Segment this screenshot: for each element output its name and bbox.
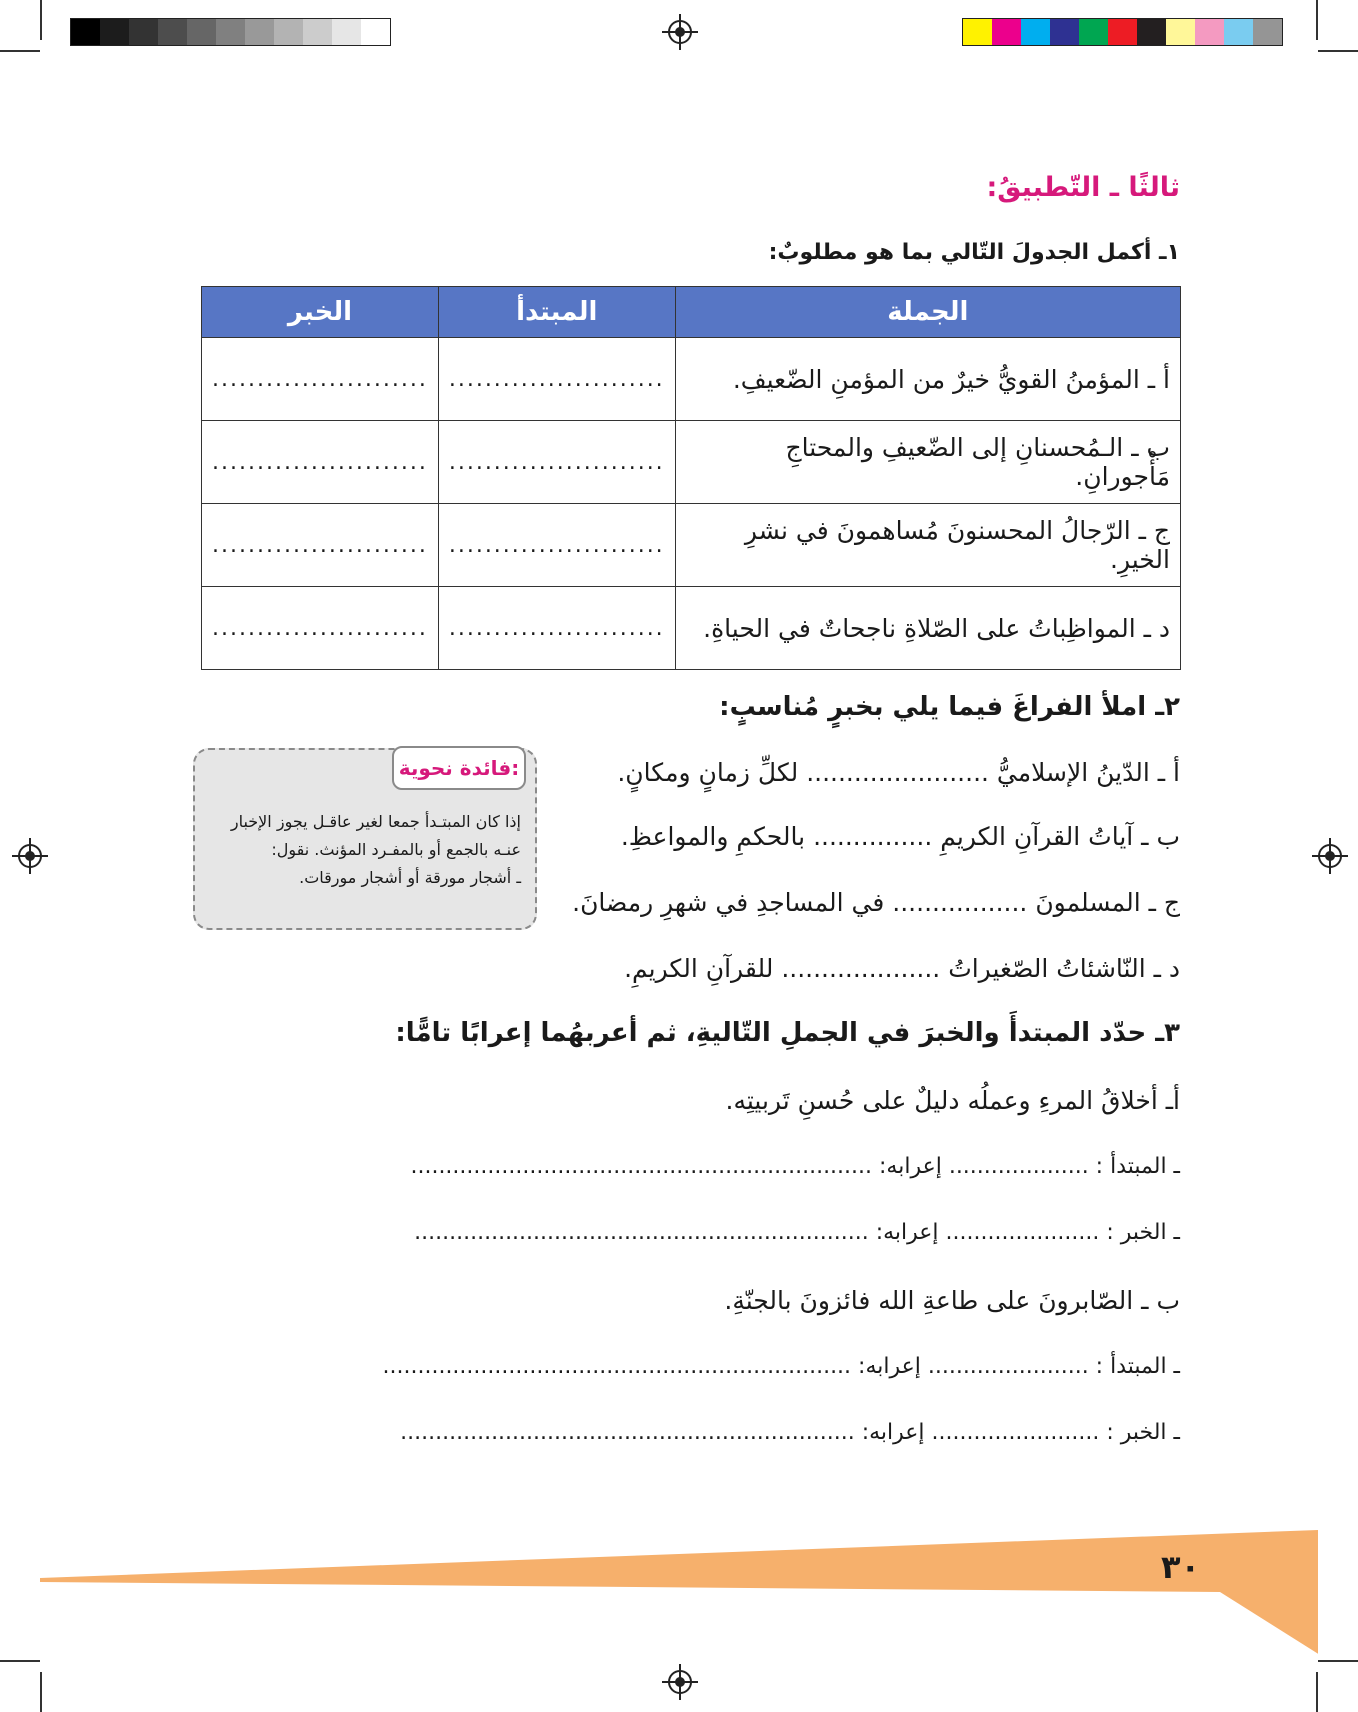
sentence-cell: د ـ المواظِباتُ على الصّلاةِ ناجحاتٌ في الحياةِ. xyxy=(675,587,1180,670)
q3-sentence-b: ب ـ الصّابرونَ على طاعةِ الله فائزونَ بالجنّةِ. xyxy=(724,1286,1180,1315)
fill-line-c[interactable]: ج ـ المسلمونَ ................. في المساجدِ في شهرِ رمضانَ. xyxy=(572,888,1180,917)
mubtada-blank[interactable]: ........................ xyxy=(438,504,675,587)
fill-line-a[interactable]: أ ـ الدّينُ الإسلاميُّ ....................... لكلِّ زمانٍ ومكانٍ. xyxy=(617,758,1180,787)
note-line: عنـه بالجمع أو بالمفـرد المؤنث. نقول: xyxy=(271,840,521,859)
mubtada-blank[interactable]: ........................ xyxy=(438,421,675,504)
fill-line-b[interactable]: ب ـ آياتُ القرآنِ الكريمِ ............... بالحكمِ والمواعظِ. xyxy=(620,822,1180,851)
khabar-blank[interactable]: ........................ xyxy=(202,504,439,587)
q3-mubtada-line-a[interactable]: ـ المبتدأ : .................... إعرابه: .................................................................. xyxy=(410,1154,1180,1179)
note-line: إذا كان المبتـدأ جمعا لغير عاقـل يجوز الإخبار xyxy=(230,812,521,831)
crop-mark xyxy=(1318,50,1358,52)
fill-line-d[interactable]: د ـ النّاشئاتُ الصّغيراتُ .................... للقرآنِ الكريمِ. xyxy=(624,954,1180,983)
crop-mark xyxy=(1316,1672,1318,1712)
question-3-title: ٣ـ حدّد المبتدأَ والخبرَ في الجملِ التّاليةِ، ثم أعربهُما إعرابًا تامًّا: xyxy=(395,1018,1180,1048)
table-row xyxy=(202,587,1181,670)
crop-mark xyxy=(40,1672,42,1712)
sentence-cell: أ ـ المؤمنُ القويُّ خيرٌ من المؤمنِ الضّعيفِ. xyxy=(675,338,1180,421)
completion-table xyxy=(201,286,1181,670)
registration-mark-icon xyxy=(668,20,692,44)
q3-khabar-line-b[interactable]: ـ الخبر : ........................ إعرابه: ................................................................. xyxy=(400,1420,1180,1445)
q3-sentence-a: أـ أخلاقُ المرءِ وعملُه دليلٌ على حُسنِ تَربيتِه. xyxy=(725,1086,1180,1115)
crop-mark xyxy=(40,0,42,40)
header-sentence: الجملة xyxy=(675,287,1180,338)
header-khabar: الخبر xyxy=(202,287,439,338)
mubtada-blank[interactable]: ........................ xyxy=(438,338,675,421)
crop-mark xyxy=(1318,1660,1358,1662)
mubtada-blank[interactable]: ........................ xyxy=(438,587,675,670)
table-header-row xyxy=(202,287,1181,338)
table-row xyxy=(202,504,1181,587)
khabar-blank[interactable]: ........................ xyxy=(202,338,439,421)
registration-mark-icon xyxy=(668,1670,692,1694)
q3-mubtada-line-b[interactable]: ـ المبتدأ : ....................... إعرابه: ................................................................... xyxy=(382,1354,1180,1379)
section-title: ثالثًا ـ التّطبيقُ: xyxy=(986,172,1180,203)
color-calibration-bar xyxy=(962,18,1283,46)
footer-band xyxy=(40,1530,1318,1655)
question-2-title: ٢ـ املأ الفراغَ فيما يلي بخبرٍ مُناسبٍ: xyxy=(719,692,1180,722)
note-line: ـ أشجار مورقة أو أشجار مورقات. xyxy=(299,868,521,887)
grammar-note-title: فائدة نحوية: xyxy=(392,746,526,790)
grammar-note-text xyxy=(205,808,521,892)
question-1-title: ١ـ أكمل الجدولَ التّالي بما هو مطلوبٌ: xyxy=(768,240,1180,265)
sentence-cell: ج ـ الرّجالُ المحسنونَ مُساهمونَ في نشرِ الخيرِ. xyxy=(675,504,1180,587)
registration-mark-icon xyxy=(1318,844,1342,868)
header-mubtada: المبتدأ xyxy=(438,287,675,338)
table-row xyxy=(202,338,1181,421)
khabar-blank[interactable]: ........................ xyxy=(202,587,439,670)
crop-mark xyxy=(0,1660,40,1662)
khabar-blank[interactable]: ........................ xyxy=(202,421,439,504)
registration-mark-icon xyxy=(18,844,42,868)
page-number: ٣٠ xyxy=(1160,1548,1200,1586)
crop-mark xyxy=(1316,0,1318,40)
q3-khabar-line-a[interactable]: ـ الخبر : ...................... إعرابه: ................................................................. xyxy=(414,1220,1180,1245)
grayscale-calibration-bar xyxy=(70,18,391,46)
table-row xyxy=(202,421,1181,504)
sentence-cell: ب ـ الـمُحسنانِ إلى الضّعيفِ والمحتاجِ مَأْجورانِ. xyxy=(675,421,1180,504)
crop-mark xyxy=(0,50,40,52)
